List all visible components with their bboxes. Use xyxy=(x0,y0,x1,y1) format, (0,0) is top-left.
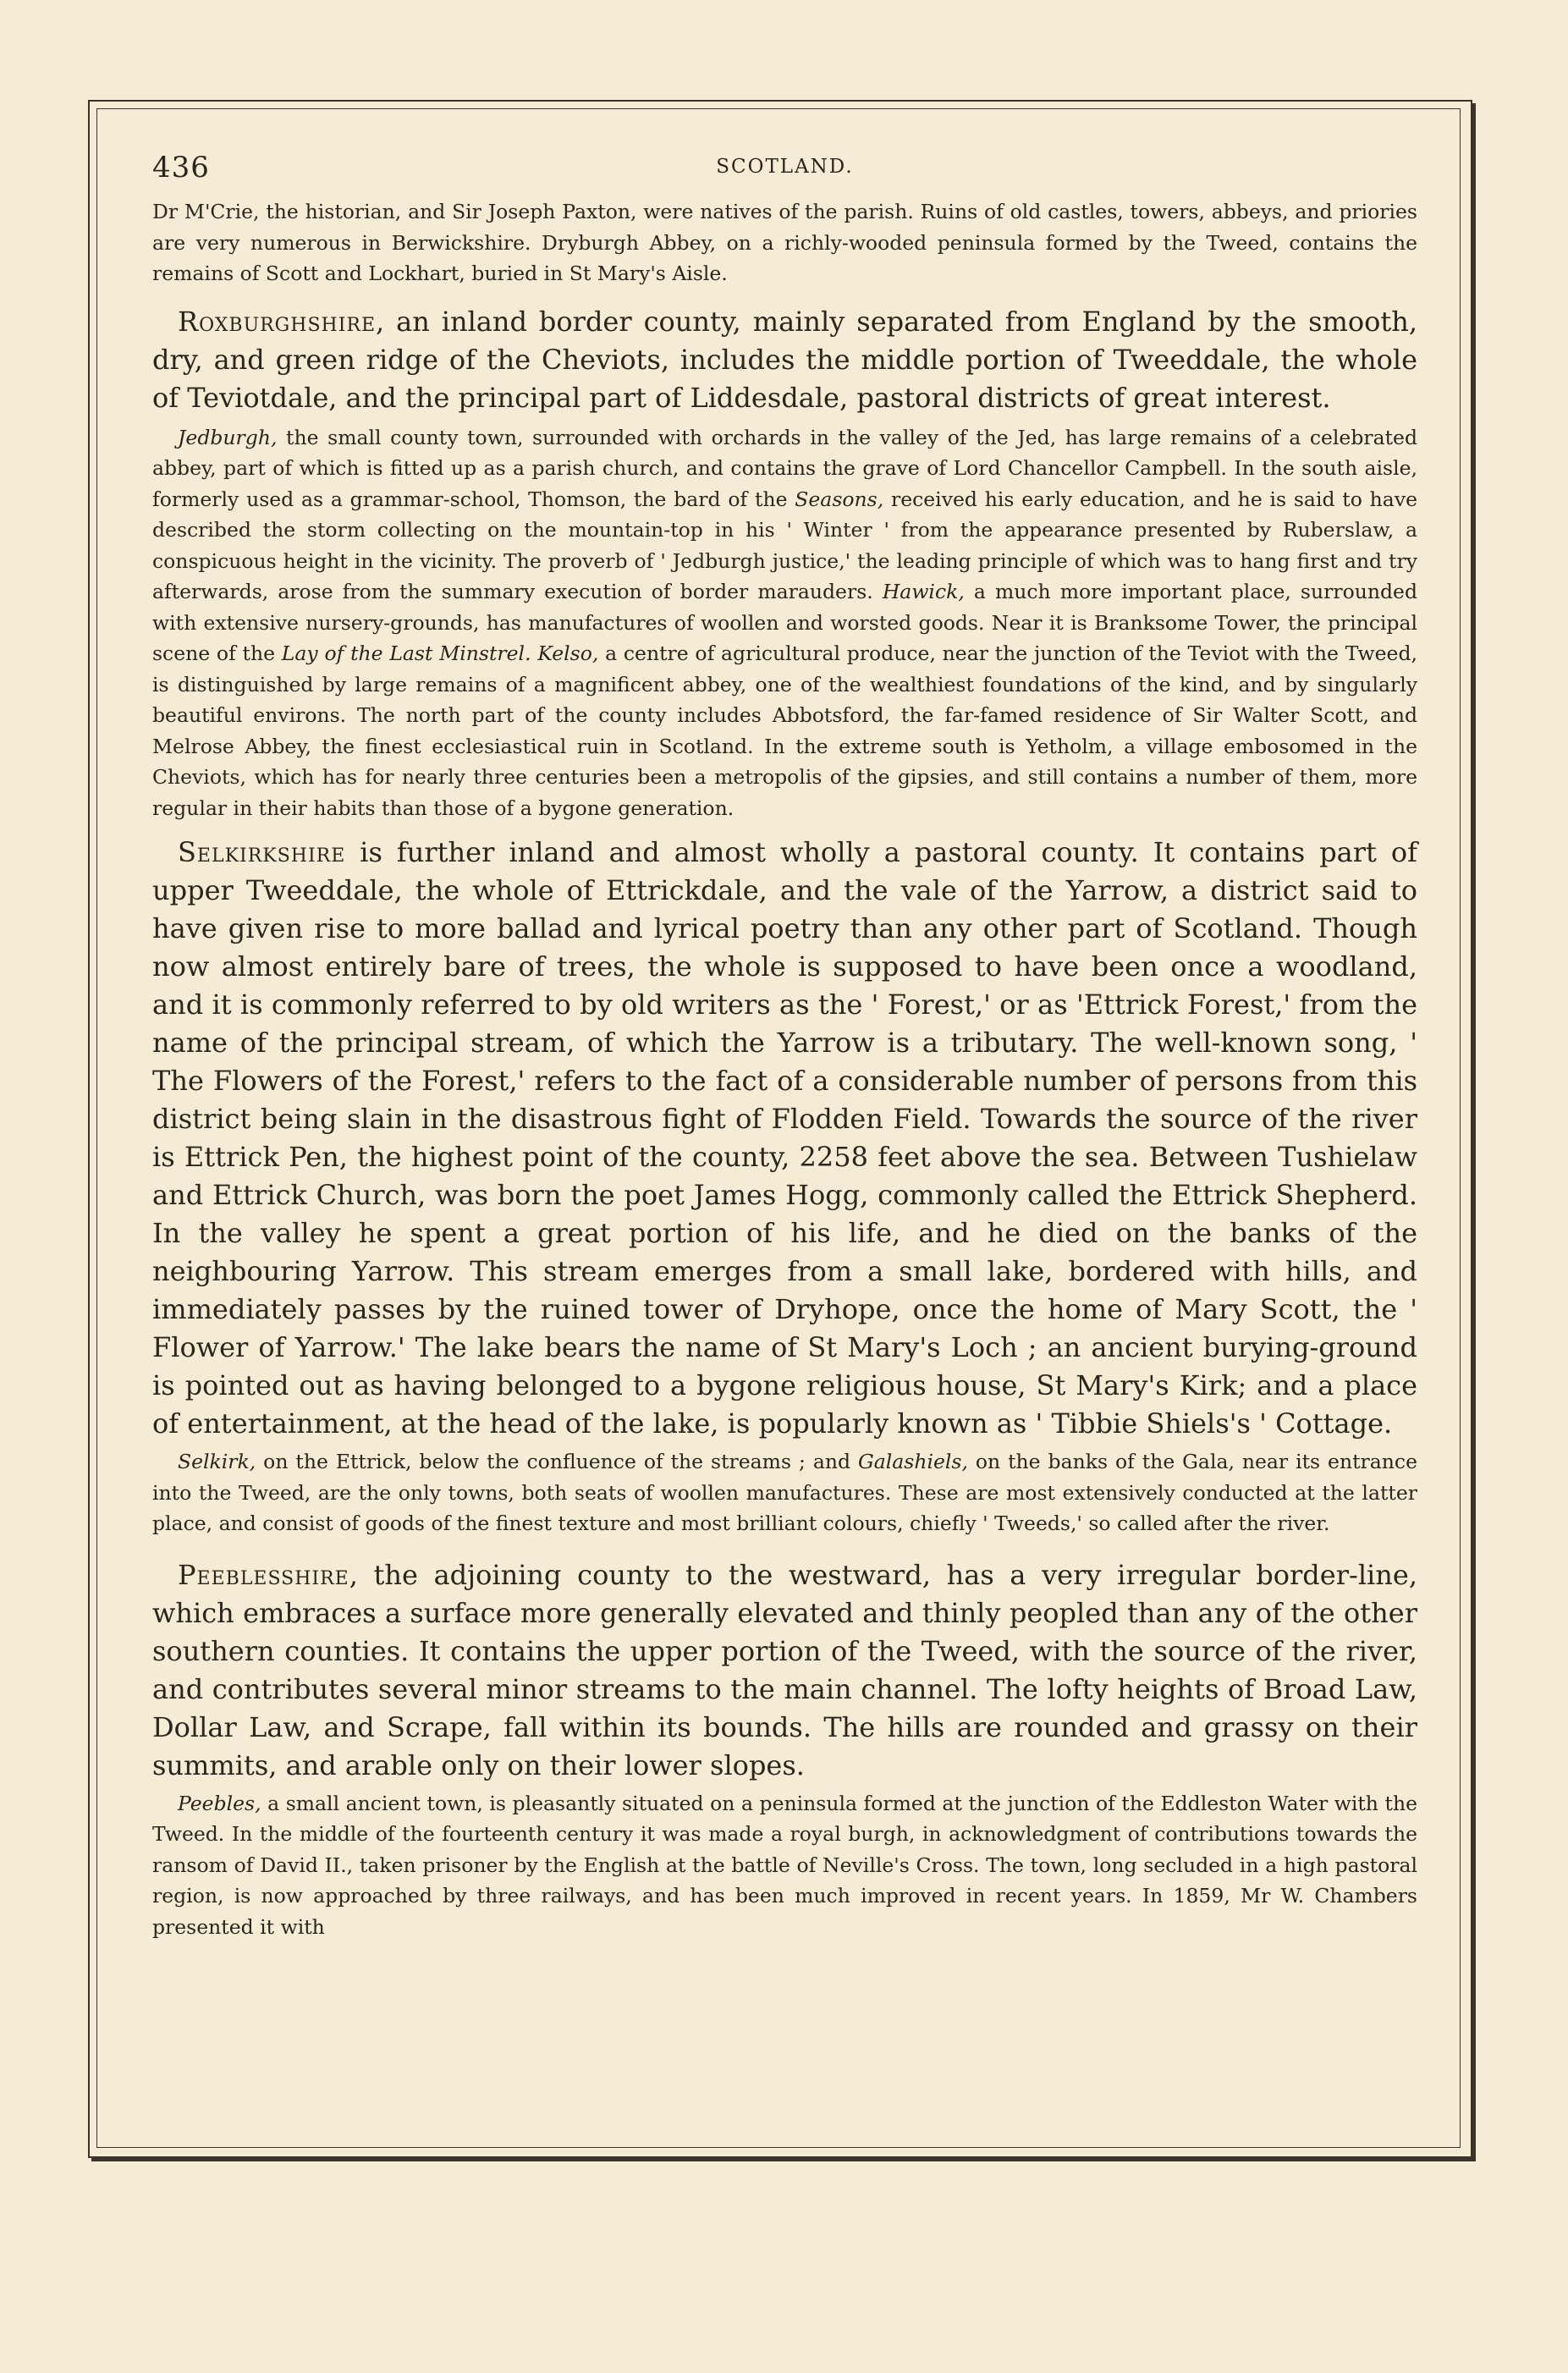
town-galashiels: Galashiels, xyxy=(857,1450,968,1473)
page-header xyxy=(152,144,1417,195)
page-number: 436 xyxy=(152,151,210,184)
page-content xyxy=(152,144,1417,1942)
title-seasons: Seasons, xyxy=(795,487,884,511)
town-peebles: Peebles, xyxy=(178,1791,261,1815)
county-name-peeblesshire: Peeblesshire xyxy=(178,1558,349,1591)
county-name-selkirkshire: Selkirkshire xyxy=(178,836,346,868)
page-border-shadow-right xyxy=(1472,103,1476,2160)
page-border-shadow-bottom xyxy=(91,2158,1476,2161)
title-lay-of-last-minstrel: Lay of the Last Minstrel. xyxy=(281,641,531,665)
paragraph-selkirkshire: Selkirkshire is further inland and almost wholly a pastoral county. It contains part of upper Tweeddale, the whole of Ettrickdale, and the vale of the Yarrow, a district said to have given rise to more ballad and lyrical poetry than any other part of Scotland. Though now almost entirely bare of trees, the whole is supposed to have been once a woodland, and it is commonly referred to by old writers as the ' Forest,' or as 'Ettrick Forest,' from the name of the principal stream, of which the Yarrow is a tributary. The well-known song, ' The Flowers of the Forest,' refers to the fact of a considerable number of persons from this district being slain in the disastrous fight of Flodden Field. Towards the source of the river is Ettrick Pen, the highest point of the county, 2258 feet above the sea. Between Tushielaw and Ettrick Church, was born the poet James Hogg, commonly called the Ettrick Shepherd. In the valley he spent a great portion of his life, and he died on the banks of the neighbouring Yarrow. This stream emerges from a small lake, bordered with hills, and immediately passes by the ruined tower of Dryhope, once the home of Mary Scott, the ' Flower of Yarrow.' The lake bears the name of St Mary's Loch ; an ancient burying-ground is pointed out as having belonged to a bygone religious house, St Mary's Kirk; and a place of entertainment, at the head of the lake, is popularly known as ' Tibbie Shiels's ' Cottage. xyxy=(152,836,1417,1440)
town-hawick: Hawick, xyxy=(882,580,965,603)
paragraph-peeblesshire: Peeblesshire, the adjoining county to the westward, has a very irregular border-line, which embraces a surface more generally elevated and thinly peopled than any of the other southern counties. It contains the upper portion of the Tweed, with the source of the river, and contributes several minor streams to the main channel. The lofty heights of Broad Law, Dollar Law, and Scrape, fall within its bounds. The hills are rounded and grassy on their summits, and arable only on their lower slopes. xyxy=(152,1558,1417,1781)
running-head: SCOTLAND. xyxy=(716,156,854,178)
paragraph-berwickshire-note: Dr M'Crie, the historian, and Sir Joseph Paxton, were natives of the parish. Ruins of old castles, towers, abbeys, and priories are very numerous in Berwickshire. Dryburgh Abbey, on a richly-wooded peninsula formed by the Tweed, contains the remains of Scott and Lockhart, buried in St Mary's Aisle. xyxy=(152,200,1417,285)
paragraph-roxburghshire-towns: Jedburgh, the small county town, surrounded with orchards in the valley of the Jed, has large remains of a celebrated abbey, part of which is fitted up as a parish church, and contains the grave of Lord Chancellor Campbell. In the south aisle, formerly used as a grammar-school, Thomson, the bard of the Seasons, received his early education, and he is said to have described the storm collecting on the mountain-top in his ' Winter ' from the appearance presented by Ruberslaw, a conspicuous height in the vicinity. The proverb of ' Jedburgh justice,' the leading principle of which was to hang first and try afterwards, arose from the summary execution of border marauders. Hawick, a much more important place, surrounded with extensive nursery-grounds, has manufactures of woollen and worsted goods. Near it is Branksome Tower, the principal scene of the Lay of the Last Minstrel. Kelso, a centre of agricultural produce, near the junction of the Teviot with the Tweed, is distinguished by large remains of a magnificent abbey, one of the wealthiest foundations of the kind, and by singularly beautiful environs. The north part of the county includes Abbotsford, the far-famed residence of Sir Walter Scott, and Melrose Abbey, the finest ecclesiastical ruin in Scotland. In the extreme south is Yetholm, a village embosomed in the Cheviots, which has for nearly three centuries been a metropolis of the gipsies, and still contains a number of them, more regular in their habits than those of a bygone generation. xyxy=(152,425,1417,820)
county-name-roxburghshire: Roxburghshire xyxy=(178,305,377,338)
town-jedburgh: Jedburgh, xyxy=(178,425,278,449)
paragraph-roxburghshire: Roxburghshire, an inland border county, mainly separated from England by the smooth, dry, and green ridge of the Cheviots, includes the middle portion of Tweeddale, the whole of Teviotdale, and the principal part of Liddesdale, pastoral districts of great interest. xyxy=(152,305,1417,414)
paragraph-selkirkshire-towns: Selkirk, on the Ettrick, below the confluence of the streams ; and Galashiels, on the banks of the Gala, near its entrance into the Tweed, are the only towns, both seats of woollen manufactures. These are most extensively conducted at the latter place, and consist of goods of the finest texture and most brilliant colours, chiefly ' Tweeds,' so called after the river. xyxy=(152,1450,1417,1535)
town-selkirk: Selkirk, xyxy=(178,1450,256,1473)
town-kelso: Kelso, xyxy=(537,641,599,665)
paragraph-peeblesshire-towns: Peebles, a small ancient town, is pleasantly situated on a peninsula formed at the junction of the Eddleston Water with the Tweed. In the middle of the fourteenth century it was made a royal burgh, in acknowledgment of contributions towards the ransom of David II., taken prisoner by the English at the battle of Neville's Cross. The town, long secluded in a high pastoral region, is now approached by three railways, and has been much improved in recent years. In 1859, Mr W. Chambers presented it with xyxy=(152,1791,1417,1939)
